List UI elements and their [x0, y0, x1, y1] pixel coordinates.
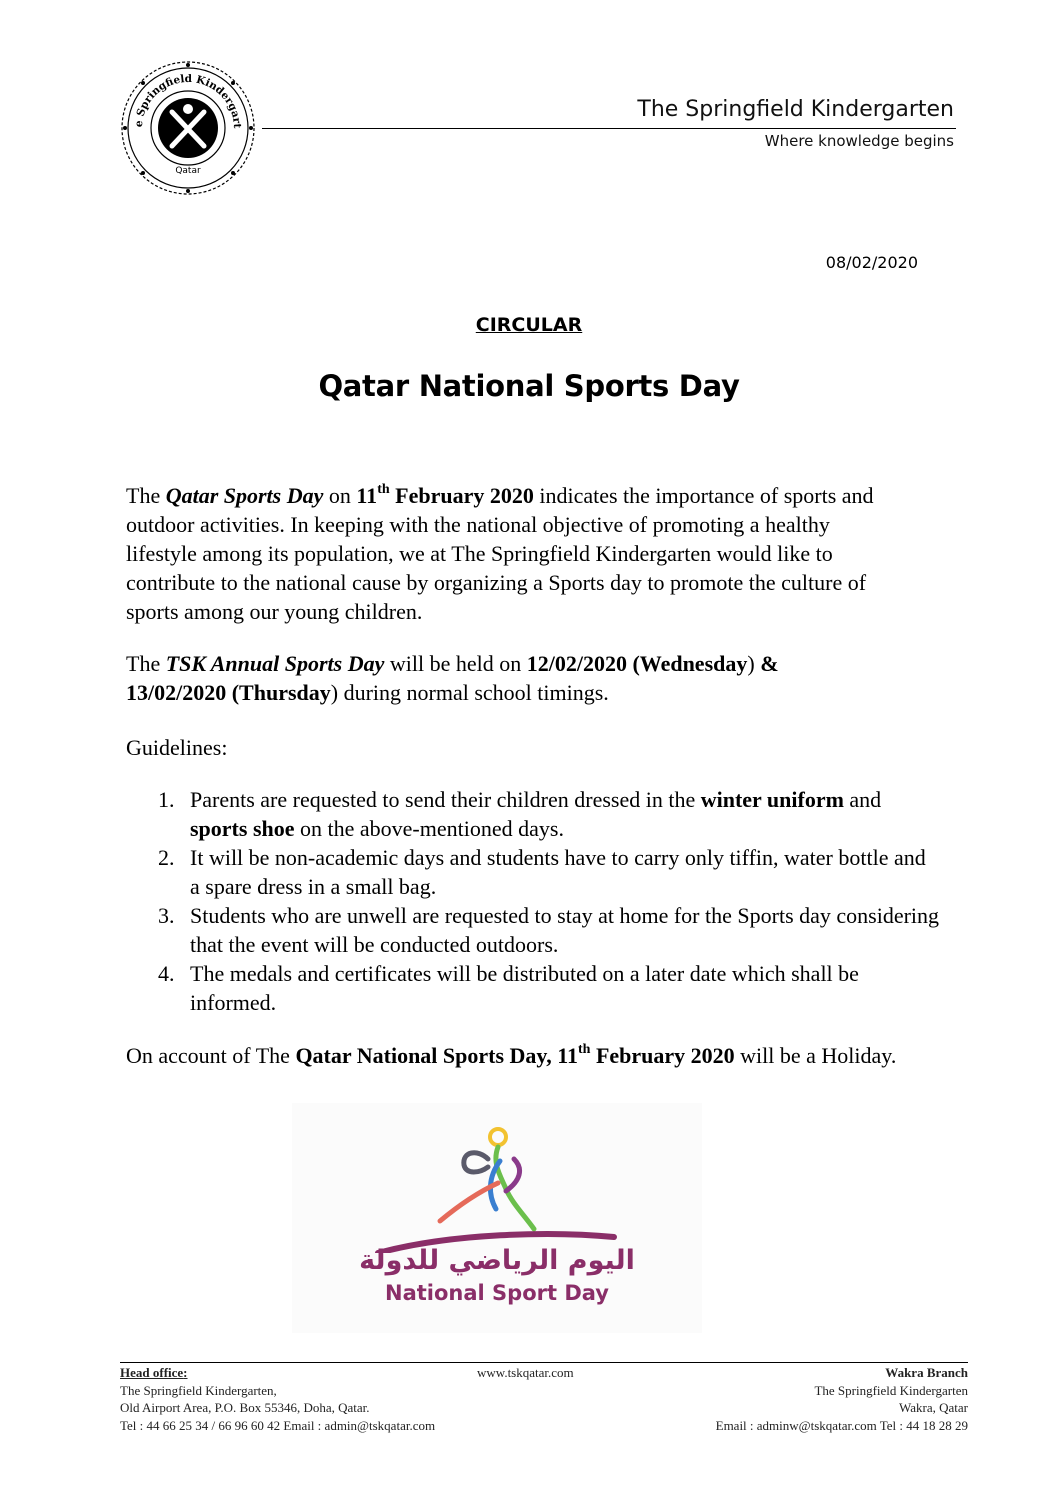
guideline-text: Students who are unwell are requested to stay at home for the Sports day considering that the event will be conducted outdoors. [190, 903, 940, 957]
list-item [150, 785, 940, 843]
schedule-text: & [754, 651, 779, 676]
event-name: Qatar Sports Day [165, 483, 324, 508]
guideline-text: The medals and certificates will be distributed on a later date which shall be informed. [190, 961, 859, 1015]
wakra-branch-address: Wakra, Qatar [899, 1400, 968, 1415]
school-name: The Springfield Kindergarten [637, 97, 954, 122]
head-office-colon: : [183, 1365, 188, 1380]
school-tagline: Where knowledge begins [764, 132, 954, 150]
school-logo [120, 60, 256, 196]
schedule-paragraph [126, 649, 916, 707]
holiday-paragraph [126, 1041, 926, 1070]
list-number: 1. [158, 787, 175, 812]
list-item [150, 843, 940, 901]
head-office-contact: Tel : 44 66 25 34 / 66 96 60 42 Email : admin@tskqatar.com [120, 1417, 436, 1433]
footer-divider [120, 1362, 968, 1363]
list-number: 4. [158, 961, 175, 986]
logo-arc-text: e Springfield Kindergart [132, 72, 244, 129]
schedule-text: will be held on [384, 651, 527, 676]
uniform-emphasis: winter uniform [700, 787, 844, 812]
holiday-name: Qatar National Sports Day, 11 [295, 1043, 578, 1068]
day-suffix: th [377, 481, 390, 497]
holiday-month-year: February 2020 [590, 1043, 735, 1068]
intro-text: The [126, 483, 166, 508]
schedule-text: ) [330, 680, 339, 705]
event-day: 11 [356, 483, 378, 508]
holiday-text: On account of The [126, 1043, 296, 1068]
schedule-text: ) [747, 651, 755, 676]
guideline-text: It will be non-academic days and students have to carry only tiffin, water bottle and a spare dress in a small bag. [190, 845, 926, 899]
website-link[interactable]: www.tskqatar.com [477, 1365, 574, 1380]
wakra-branch-heading: Wakra Branch [885, 1365, 968, 1380]
runner-icon [292, 1103, 702, 1253]
intro-text: on [323, 483, 357, 508]
circular-label: CIRCULAR [475, 314, 583, 336]
footer-head-office [120, 1364, 435, 1434]
list-item [150, 901, 940, 959]
header-divider [262, 128, 956, 129]
tsk-event-name: TSK Annual Sports Day [165, 651, 385, 676]
head-office-heading: Head office [120, 1365, 184, 1380]
head-office-line: The Springfield Kindergarten, [120, 1382, 277, 1398]
wakra-branch-contact: Email : adminw@tskqatar.com Tel : 44 18 28 29 [715, 1417, 968, 1433]
event-date-1: 12/02/2020 (Wednesday [526, 651, 748, 676]
schedule-text: The [126, 651, 166, 676]
guideline-text: on the above-mentioned days. [294, 816, 564, 841]
logo-sub-text: Qatar [175, 166, 201, 176]
holiday-text: will be a Holiday. [734, 1043, 897, 1068]
emblem-arabic-text: اليوم الرياضي للدولة [359, 1245, 635, 1276]
wakra-branch-line: The Springfield Kindergarten [814, 1382, 968, 1398]
event-month-year: February 2020 [389, 483, 534, 508]
national-sport-day-logo [292, 1103, 702, 1333]
list-number: 2. [158, 845, 175, 870]
page-title: Qatar National Sports Day [318, 369, 740, 403]
footer-wakra-branch [716, 1364, 968, 1434]
guidelines-list [150, 785, 940, 1017]
emblem-english-text: National Sport Day [385, 1281, 609, 1305]
guideline-text: and [843, 787, 882, 812]
day-suffix: th [578, 1041, 591, 1057]
circular-date: 08/02/2020 [825, 253, 918, 272]
list-number: 3. [158, 903, 175, 928]
guideline-text: Parents are requested to send their children dressed in the [190, 787, 701, 812]
list-item [150, 959, 940, 1017]
guidelines-heading: Guidelines: [126, 735, 228, 760]
shoe-emphasis: sports shoe [190, 816, 295, 841]
intro-text: indicates the importance of sports and outdoor activities. In keeping with the national objective of promoting a healthy lifestyle among its population, we at The Springfield Kindergarten would like to contribute to the national cause by organizing a Sports day to promote the culture of sports among our young children. [126, 483, 874, 624]
event-date-2: 13/02/2020 (Thursday [126, 680, 331, 705]
intro-paragraph [126, 481, 906, 626]
schedule-text: during normal school timings. [338, 680, 609, 705]
logo-seal [120, 60, 256, 196]
head-office-address: Old Airport Area, P.O. Box 55346, Doha, Qatar. [120, 1400, 370, 1415]
